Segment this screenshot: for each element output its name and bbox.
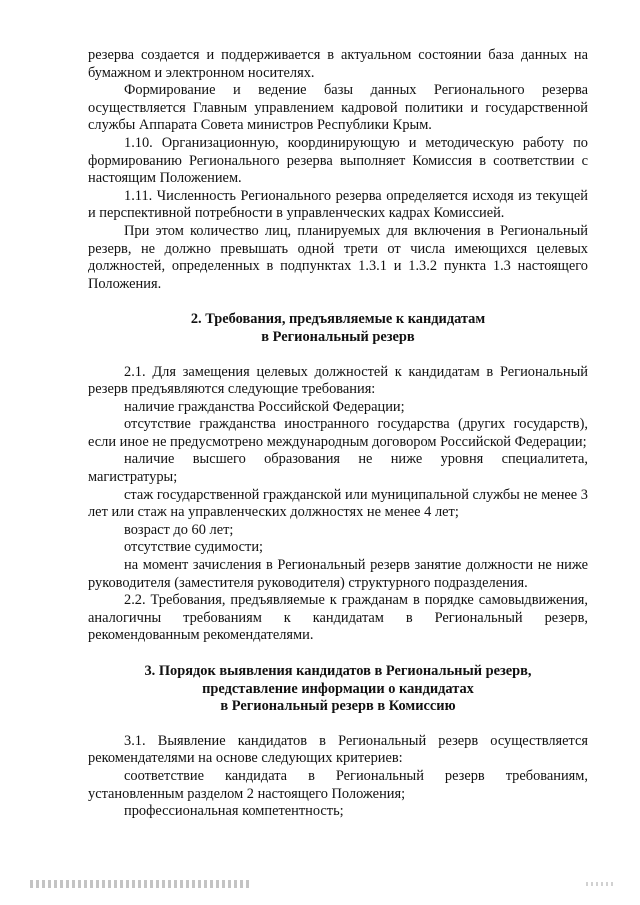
section-3-heading-line-1: 3. Порядок выявления кандидатов в Региональный резерв, — [144, 663, 532, 679]
paragraph-db-storage: резерва создается и поддерживается в актуальном состоянии база данных на бумажном и электронном носителях. — [88, 47, 588, 81]
document-page — [88, 47, 588, 821]
section-3-heading-line-2: представление информации о кандидатах — [202, 680, 474, 697]
requirement-education: наличие высшего образования не ниже уровня специалитета, магистратуры; — [88, 451, 588, 486]
paragraph-2-1: 2.1. Для замещения целевых должностей к кандидатам в Региональный резерв предъявляются следующие требования: — [88, 363, 588, 398]
requirement-citizenship: наличие гражданства Российской Федерации; — [124, 398, 405, 415]
section-2-heading-line-1: 2. Требования, предъявляемые к кандидатам — [190, 311, 486, 328]
criterion-compliance: соответствие кандидата в Региональный резерв требованиям, установленным разделом 2 настоящего Положения; — [88, 767, 588, 802]
requirement-position: на момент зачисления в Региональный резерв занятие должности не ниже руководителя (заместителя руководителя) структурного подразделения. — [88, 557, 588, 591]
paragraph-2-2: 2.2. Требования, предъявляемые к гражданам в порядке самовыдвижения, аналогичны требованиям к кандидатам в Региональный резерв, рекомендованным рекомендателями. — [88, 592, 588, 644]
criterion-competence: профессиональная компетентность; — [124, 803, 344, 820]
requirement-no-criminal-record: отсутствие судимости; — [124, 539, 264, 556]
scan-artifact-right — [586, 882, 616, 886]
section-2-heading-line-2: в Региональный резерв — [261, 328, 415, 345]
paragraph-3-1: 3.1. Выявление кандидатов в Региональный резерв осуществляется рекомендателями на основе следующих критериев: — [88, 732, 588, 767]
paragraph-1-10: 1.10. Организационную, координирующую и методическую работу по формированию Регионального резерва выполняет Комиссия в соответствии с настоящим Положением. — [88, 134, 588, 187]
scan-artifact-left — [30, 880, 250, 888]
paragraph-reserve-limit: При этом количество лиц, планируемых для включения в Региональный резерв, не должно превышать одной трети от числа имеющихся целевых должностей, определенных в подпунктах 1.3.1 и 1.3.2 пункта 1.3 настоящего Положения. — [88, 222, 588, 292]
paragraph-1-11: 1.11. Численность Регионального резерва определяется исходя из текущей и перспективной потребности в управленческих кадрах Комиссией. — [88, 187, 588, 222]
section-3-heading-line-3: в Региональный резерв в Комиссию — [220, 698, 456, 715]
paragraph-db-maintenance: Формирование и ведение базы данных Регионального резерва осуществляется Главным управлением кадровой политики и государственной службы Аппарата Совета министров Республики Крым. — [88, 82, 588, 134]
requirement-age: возраст до 60 лет; — [124, 521, 234, 538]
requirement-no-foreign-citizenship: отсутствие гражданства иностранного государства (других государств), если иное не предусмотрено международным договором Российской Федерации; — [88, 416, 588, 450]
requirement-experience: стаж государственной гражданской или муниципальной службы не менее 3 лет или стаж на управленческих должностях не менее 4 лет; — [88, 486, 588, 521]
